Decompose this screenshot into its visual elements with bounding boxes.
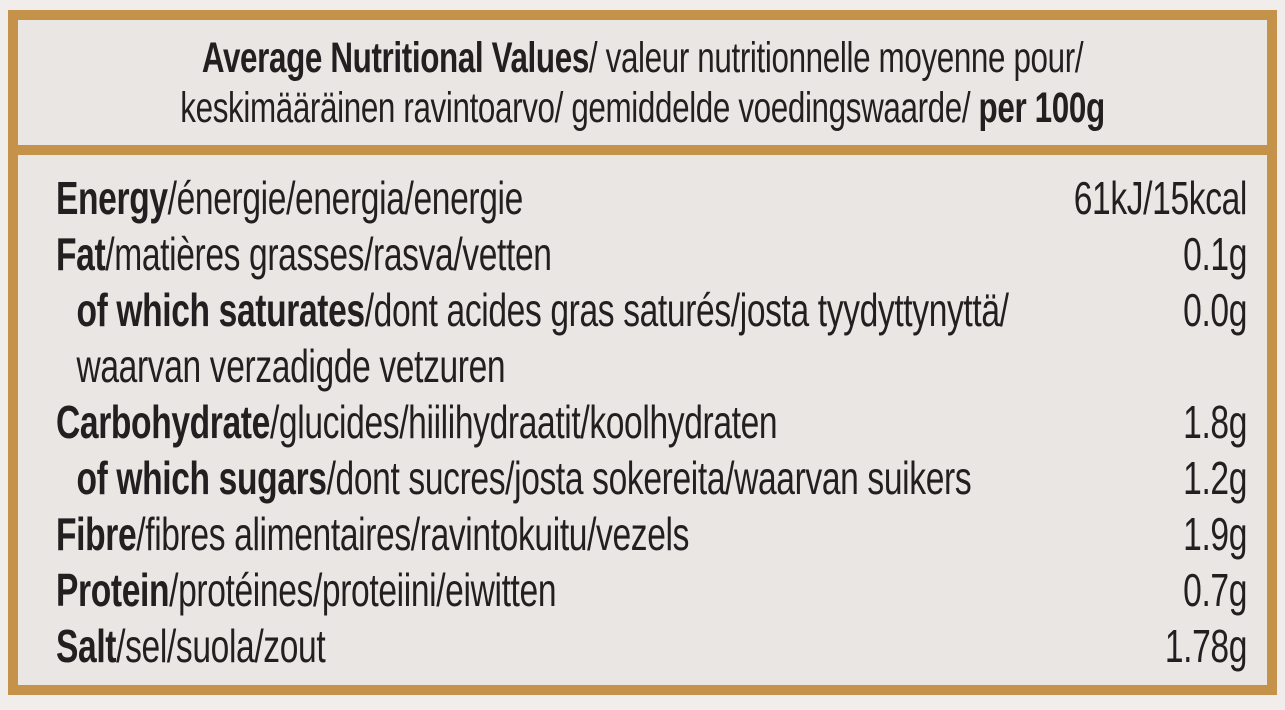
nutrition-row: [56, 562, 1247, 618]
nutrient-value: 0.0g: [1183, 284, 1248, 336]
nutrient-name-bold: Energy: [56, 172, 168, 224]
nutrient-label: [56, 562, 556, 618]
nutrient-label: [56, 450, 971, 506]
nutrient-label: [56, 506, 689, 562]
nutrient-name-bold: Protein: [56, 564, 170, 616]
nutrient-label: [56, 618, 325, 674]
nutrition-row: [56, 506, 1247, 562]
nutrient-name-bold: Carbohydrate: [56, 396, 270, 448]
nutrient-value: 0.1g: [1183, 228, 1248, 280]
nutrient-name-bold: of which saturates: [76, 284, 365, 336]
nutrient-value: 1.78g: [1164, 620, 1248, 672]
nutrient-name-bold: Fat: [56, 228, 106, 280]
nutrition-rows: [18, 155, 1267, 685]
nutrient-value: 1.8g: [1183, 396, 1248, 448]
nutrient-name-translations: /énergie/energia/energie: [167, 172, 523, 224]
label-header: [18, 20, 1267, 145]
nutrient-label: [56, 170, 523, 226]
header-title-fi-nl: keskimääräinen ravintoarvo/ gemiddelde voedingswaarde/: [180, 84, 979, 132]
gold-divider: [18, 145, 1267, 155]
nutrient-name-translations: /fibres alimentaires/ravintokuitu/vezels: [136, 508, 690, 560]
header-line-2: [18, 83, 1267, 133]
nutrient-value: 1.2g: [1183, 452, 1248, 504]
nutrient-label: [56, 226, 552, 282]
nutrient-label: [56, 394, 777, 450]
nutrition-label: [8, 10, 1277, 695]
nutrient-name-translations: /glucides/hiilihydraatit/koolhydraten: [269, 396, 778, 448]
header-title-en: Average Nutritional Values: [201, 34, 589, 82]
nutrient-name-bold: of which sugars: [76, 452, 327, 504]
nutrient-value: 0.7g: [1183, 564, 1248, 616]
nutrient-value: 1.9g: [1183, 508, 1248, 560]
nutrition-row: [56, 338, 1247, 394]
nutrient-name-bold: Fibre: [56, 508, 137, 560]
nutrient-label: [56, 338, 505, 394]
nutrient-name-translations: /sel/suola/zout: [116, 620, 326, 672]
nutrient-label: [56, 282, 1009, 338]
nutrition-row: [56, 282, 1247, 338]
nutrition-row: [56, 394, 1247, 450]
header-title-fr: / valeur nutritionnelle moyenne pour/: [588, 34, 1084, 82]
nutrition-row: [56, 450, 1247, 506]
nutrition-row: [56, 618, 1247, 674]
header-per-100g: per 100g: [978, 84, 1105, 132]
nutrition-row: [56, 170, 1247, 226]
nutrition-row: [56, 226, 1247, 282]
nutrient-name-translations: waarvan verzadigde vetzuren: [76, 340, 506, 392]
nutrient-name-translations: /dont sucres/josta sokereita/waarvan suikers: [326, 452, 972, 504]
nutrient-name-translations: /protéines/proteiini/eiwitten: [169, 564, 557, 616]
nutrient-value: 61kJ/15kcal: [1073, 172, 1248, 224]
header-line-1: [18, 33, 1267, 83]
nutrient-name-translations: /dont acides gras saturés/josta tyydyttynyttä/: [364, 284, 1009, 336]
nutrient-name-translations: /matières grasses/rasva/vetten: [105, 228, 552, 280]
nutrient-name-bold: Salt: [56, 620, 117, 672]
